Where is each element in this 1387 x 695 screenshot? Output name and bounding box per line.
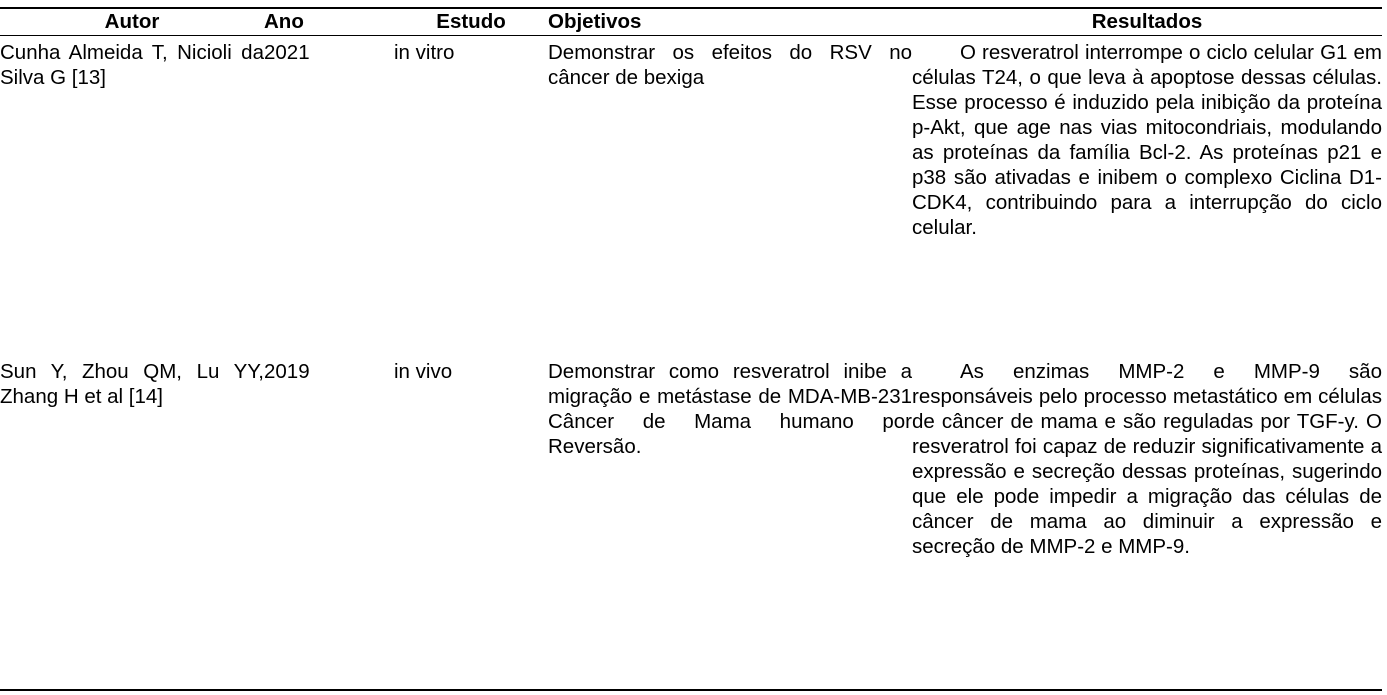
cell-estudo: in vitro	[394, 41, 455, 64]
cell-autor: Sun Y, Zhou QM, Lu YY, Zhang H et al [14]	[0, 360, 264, 408]
table-bottom-rule	[0, 689, 1382, 691]
cell-resultados	[912, 359, 1382, 668]
cell-resultados	[912, 36, 1382, 360]
cell-objetivos: Demonstrar como resveratrol inibe a migração e metástase de MDA-MB-231 Câncer de Mama humano por Reversão.	[548, 360, 912, 458]
table-row	[0, 359, 1382, 668]
table-body	[0, 36, 1382, 669]
literature-table	[0, 7, 1382, 668]
cell-ano: 2021	[264, 41, 310, 64]
header-resultados: Resultados	[1091, 10, 1203, 33]
table-header	[0, 8, 1382, 36]
cell-estudo: in vivo	[394, 360, 453, 383]
header-row	[0, 8, 1382, 36]
cell-objetivos: Demonstrar os efeitos do RSV no câncer de bexiga	[548, 41, 912, 89]
cell-autor: Cunha Almeida T, Nicioli da Silva G [13]	[0, 41, 264, 89]
header-objetivos: Objetivos	[548, 10, 642, 33]
cell-ano: 2019	[264, 360, 310, 383]
header-autor: Autor	[104, 10, 160, 33]
resultados-text: As enzimas MMP-2 e MMP-9 são responsáveis pelo processo metastático em células de câncer de mama e são reguladas por TGF-y. O resveratrol foi capaz de reduzir significativamente a expressão e secreção dessas proteínas, sugerindo que ele pode impedir a migração das células de câncer de mama ao diminuir a expressão e secreção de MMP-2 e MMP-9.	[912, 360, 1382, 558]
table-row	[0, 36, 1382, 360]
header-estudo: Estudo	[436, 10, 506, 33]
resultados-text: O resveratrol interrompe o ciclo celular G1 em células T24, o que leva à apoptose dessas células. Esse processo é induzido pela inibição da proteína p-Akt, que age nas vias mitocondriais, modulando as proteínas da família Bcl-2. As proteínas p21 e p38 são ativadas e inibem o complexo Ciclina D1-CDK4, contribuindo para a interrupção do ciclo celular.	[912, 41, 1382, 239]
header-ano: Ano	[264, 10, 304, 33]
